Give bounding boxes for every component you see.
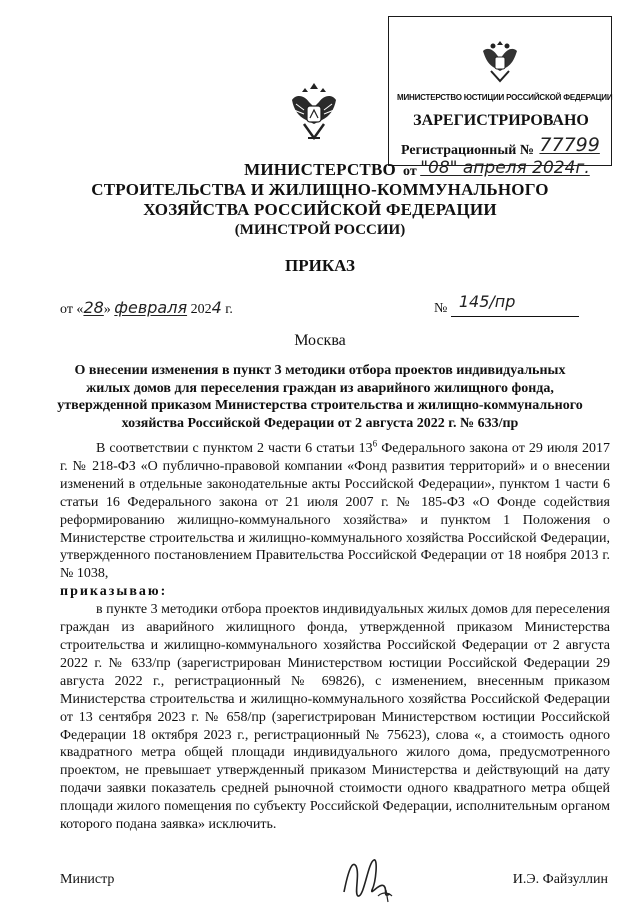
order-date-mid: » xyxy=(103,302,111,317)
order-number-label: № xyxy=(434,301,448,316)
order-number-line xyxy=(451,292,579,317)
order-date xyxy=(60,298,233,318)
stamp-reg-number: 77799 xyxy=(539,134,600,156)
order-number-value: 145/пр xyxy=(458,292,516,311)
city: Москва xyxy=(294,332,346,349)
stamp-ministry-name: МИНИСТЕРСТВО ЮСТИЦИИ РОССИЙСКОЙ ФЕДЕРАЦИИ xyxy=(397,93,613,102)
decree-word: приказываю: xyxy=(60,584,168,600)
stamp-status: ЗАРЕГИСТРИРОВАНО xyxy=(413,112,589,129)
signatory-name: И.Э. Файзуллин xyxy=(512,872,608,887)
document-body xyxy=(60,440,610,834)
ministry-name-line1: МИНИСТЕРСТВО xyxy=(244,160,396,179)
eagle-emblem-icon xyxy=(477,37,523,87)
order-date-month: февраля xyxy=(114,298,188,317)
document-type: ПРИКАЗ xyxy=(285,256,355,275)
coat-of-arms-icon xyxy=(286,80,342,146)
preamble-superscript: 6 xyxy=(372,438,378,449)
preamble-paragraph xyxy=(60,440,610,583)
stamp-registration-number xyxy=(401,134,600,159)
order-date-prefix: от « xyxy=(60,302,84,317)
ministry-short-name: (МИНСТРОЙ РОССИИ) xyxy=(234,222,406,238)
order-date-suffix: г. xyxy=(221,302,233,317)
order-date-year-prefix: 202 xyxy=(187,302,212,317)
stamp-date-value: "08" апреля 2024г. xyxy=(420,158,590,178)
preamble-text-b: Федерального закона от 29 июля 2017 г. № 218-ФЗ «О публично-правовой компании «Фонд развития территорий» и о внесении изменений в отдельные законодательные акты Российской Федерации», пунктом 1 части 6 статьи 16 Федерального закона от 21 июля 2007 г. № 185-ФЗ «О Фонде содействия реформированию жилищно-коммунального хозяйства» и пунктом 1 Положения о Министерстве строительства и жилищно-коммунального хозяйства Российской Федерации, утвержденного постановлением Правительства Российской Федерации от 18 ноября 2013 г. № 1038, xyxy=(60,441,611,582)
order-date-year-digit: 4 xyxy=(211,298,222,317)
stamp-reg-label: Регистрационный № xyxy=(401,143,534,158)
signatory-position: Министр xyxy=(60,872,115,887)
handwritten-signature xyxy=(334,852,404,906)
order-number xyxy=(434,292,579,317)
stamp-date-prefix: от xyxy=(403,164,417,179)
amendment-paragraph: в пункте 3 методики отбора проектов индивидуальных жилых домов для переселения граждан из аварийного жилищного фонда, утвержденной приказом Министерства строительства и жилищно-коммунального хозяйства Российской Федерации от 2 августа 2022 г. № 633/пр (зарегистрирован Министерством юстиции Российской Федерации 29 августа 2022 г., регистрационный № 69826), с изменением, внесенным приказом Министерства строительства и жилищно-коммунального хозяйства Российской Федерации от 13 сентября 2023 г. № 658/пр (зарегистрирован Министерством юстиции Российской Федерации 18 октября 2023 г., регистрационный № 75623), слова «, а стоимость одного квадратного метра общей площади индивидуального жилого дома, предусмотренного проектом, не превышает утвержденный приказом Министерства и действующий на дату подачи заявки показатель средней рыночной стоимости одного квадратного метра общей площади жилого помещения по субъекту Российской Федерации, исполнительным органом которого подана заявка» исключить. xyxy=(60,602,610,833)
document-title: О внесении изменения в пункт 3 методики отбора проектов индивидуальных жилых домов для переселения граждан из аварийного жилищного фонда, утвержденной приказом Министерства строительства и жилищно-коммунального хозяйства Российской Федерации от 2 августа 2022 г. № 633/пр xyxy=(57,363,583,431)
registration-stamp xyxy=(388,16,613,179)
ministry-name-line3: ХОЗЯЙСТВА РОССИЙСКОЙ ФЕДЕРАЦИИ xyxy=(143,200,497,219)
preamble-text-a: В соответствии с пунктом 2 части 6 статьи 13 xyxy=(96,441,373,456)
order-date-day: 28 xyxy=(83,298,104,317)
ministry-name-line2: СТРОИТЕЛЬСТВА И ЖИЛИЩНО-КОММУНАЛЬНОГО xyxy=(91,180,549,199)
